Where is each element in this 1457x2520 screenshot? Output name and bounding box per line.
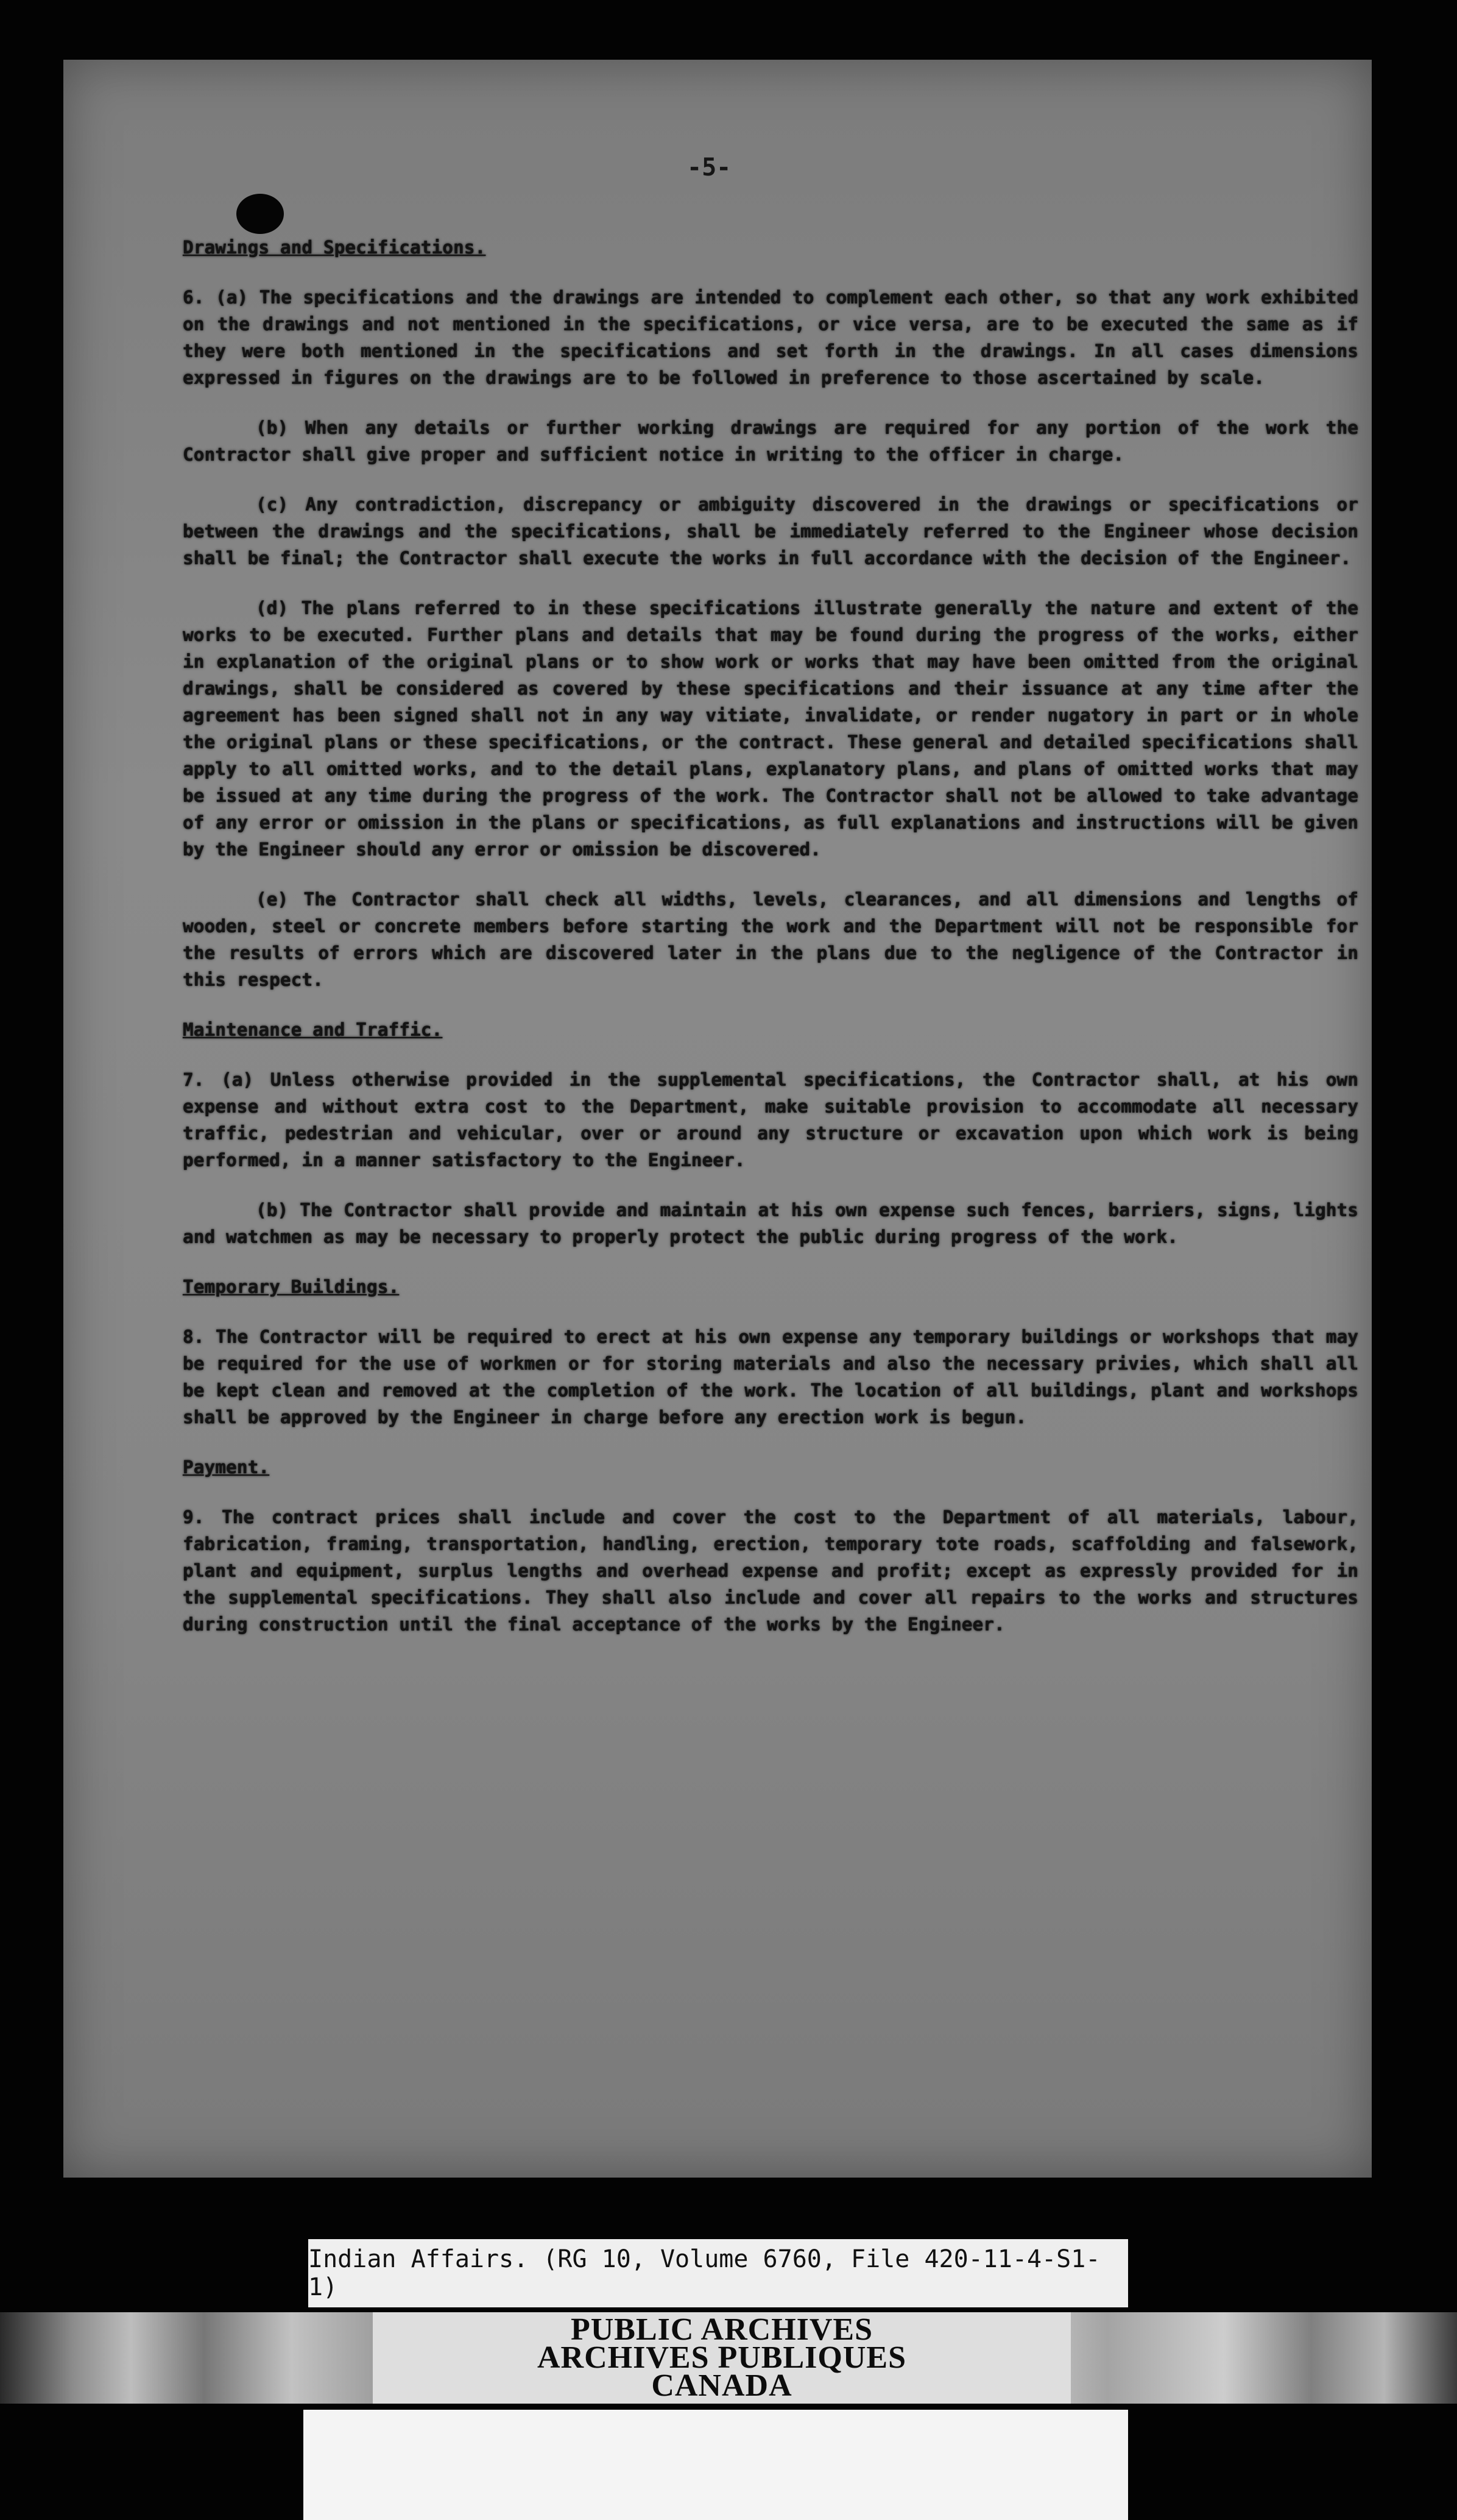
stamp-line-3: CANADA xyxy=(651,2368,792,2403)
section-heading-payment: Payment. xyxy=(183,1457,270,1478)
archive-stamp xyxy=(373,2312,1071,2404)
archive-caption: Indian Affairs. (RG 10, Volume 6760, File 420-11-4-S1-1) xyxy=(308,2239,1128,2307)
paragraph-7b: (b) The Contractor shall provide and maintain at his own expense such fences, barriers, signs, lights and watchmen as may be necessary to properly protect the public during progress of the work. xyxy=(183,1200,1358,1247)
paragraph-8: 8. The Contractor will be required to erect at his own expense any temporary buildings or workshops that may be required for the use of workmen or for storing materials and also the necessary privies, which shall all be kept clean and removed at the completion of the work. The location of all buildings, plant and workshops shall be approved by the Engineer in charge before any erection work is begun. xyxy=(183,1326,1358,1428)
ink-blot xyxy=(236,194,284,234)
document-body xyxy=(183,234,1358,1661)
paragraph-6d: (d) The plans referred to in these specifications illustrate generally the nature and extent of the works to be executed. Further plans and details that may be found during the progress of the works, either in explanation of the original plans or to show work or works that may have been omitted from the original drawings, shall be considered as covered by these specifications and their issuance at any time after the agreement has been signed shall not in any way vitiate, invalidate, or render nugatory in part or in whole the original plans or these specifications, or the contract. These general and detailed specifications shall apply to all omitted works, and to the detail plans, explanatory plans, and plans of omitted works that may be issued at any time during the progress of the work. The Contractor shall not be allowed to take advantage of any error or omission in the plans or specifications, as full explanations and instructions will be given by the Engineer should any error or omission be discovered. xyxy=(183,598,1358,860)
paragraph-6e: (e) The Contractor shall check all widths, levels, clearances, and all dimensions and lengths of wooden, steel or concrete members before starting the work and the Department will not be responsible for the results of errors which are discovered later in the plans due to the negligence of the Contractor in this respect. xyxy=(183,889,1358,990)
section-heading-drawings: Drawings and Specifications. xyxy=(183,237,486,258)
paragraph-6c: (c) Any contradiction, discrepancy or ambiguity discovered in the drawings or specifications or between the drawings and the specifications, shall be immediately referred to the Engineer whose decision shall be final; the Contractor shall execute the works in full accordance with the decision of the Engineer. xyxy=(183,494,1358,568)
section-heading-maintenance: Maintenance and Traffic. xyxy=(183,1019,443,1040)
blank-label-box xyxy=(303,2410,1128,2520)
paragraph-6a: 6. (a) The specifications and the drawings are intended to complement each other, so that any work exhibited on the drawings and not mentioned in the specifications, or vice versa, are to be executed the same as if they were both mentioned in the specifications and set forth in the drawings. In all cases dimensions expressed in figures on the drawings are to be followed in preference to those ascertained by scale. xyxy=(183,287,1358,388)
paragraph-9: 9. The contract prices shall include and cover the cost to the Department of all materials, labour, fabrication, framing, transportation, handling, erection, temporary tote roads, scaffolding and falsework, plant and equipment, surplus lengths and overhead expense and profit; except as expressly provided for in the supplemental specifications. They shall also include and cover all repairs to the works and structures during construction until the final acceptance of the works by the Engineer. xyxy=(183,1507,1358,1635)
stamp-line-1: PUBLIC ARCHIVES xyxy=(570,2312,873,2347)
page-number: -5- xyxy=(687,154,732,182)
paragraph-6b: (b) When any details or further working drawings are required for any portion of the work the Contractor shall give proper and sufficient notice in writing to the officer in charge. xyxy=(183,417,1358,465)
paragraph-7a: 7. (a) Unless otherwise provided in the supplemental specifications, the Contractor shall, at his own expense and without extra cost to the Department, make suitable provision to accommodate all necessary traffic, pedestrian and vehicular, over or around any structure or excavation upon which work is being performed, in a manner satisfactory to the Engineer. xyxy=(183,1069,1358,1170)
section-heading-temporary-buildings: Temporary Buildings. xyxy=(183,1276,400,1297)
stamp-line-2: ARCHIVES PUBLIQUES xyxy=(537,2340,907,2375)
